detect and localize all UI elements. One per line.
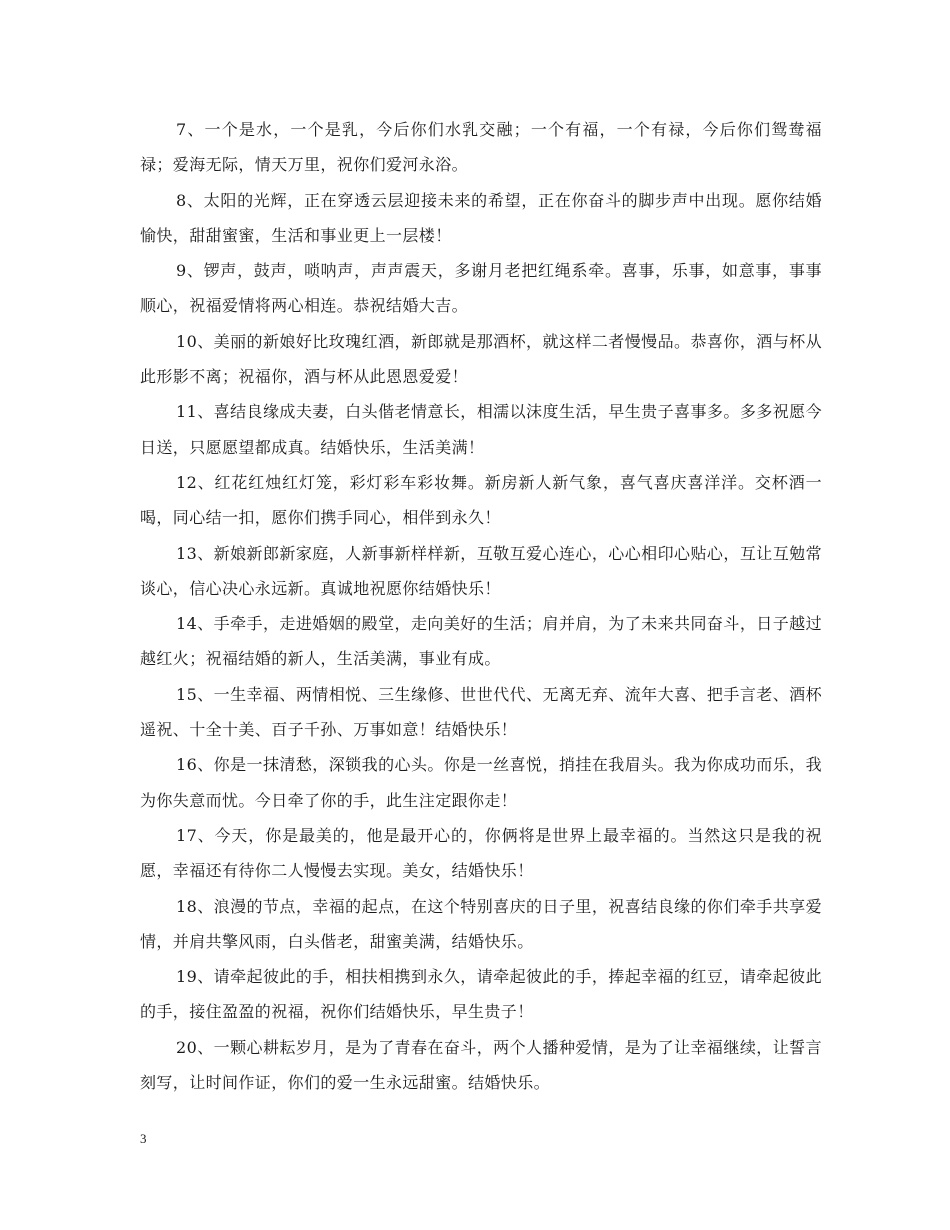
paragraph-8: 8、太阳的光辉，正在穿透云层迎接未来的希望，正在你奋斗的脚步声中出现。愿你结婚愉快，甜甜蜜蜜，生活和事业更上一层楼！ — [140, 190, 822, 245]
paragraph-12: 12、红花红烛红灯笼，彩灯彩车彩妆舞。新房新人新气象，喜气喜庆喜洋洋。交杯酒一喝，同心结一扣，愿你们携手同心，相伴到永久！ — [140, 472, 822, 528]
document-body — [140, 112, 822, 1100]
paragraph-17: 17、今天，你是最美的，他是最开心的，你俩将是世界上最幸福的。当然这只是我的祝愿，幸福还有待你二人慢慢去实现。美女，结婚快乐！ — [140, 825, 822, 881]
paragraph-18: 18、浪漫的节点，幸福的起点，在这个特别喜庆的日子里，祝喜结良缘的你们牵手共享爱情，并肩共擎风雨，白头偕老，甜蜜美满，结婚快乐。 — [140, 896, 822, 951]
page-number: 3 — [140, 1131, 147, 1146]
paragraph-11: 11、喜结良缘成夫妻，白头偕老情意长，相濡以沫度生活，早生贵子喜事多。多多祝愿今日送，只愿愿望都成真。结婚快乐，生活美满！ — [140, 402, 822, 457]
paragraph-9: 9、锣声，鼓声，唢呐声，声声震天，多谢月老把红绳系牵。喜事，乐事，如意事，事事顺心，祝福爱情将两心相连。恭祝结婚大吉。 — [140, 261, 822, 316]
paragraph-19: 19、请牵起彼此的手，相扶相携到永久，请牵起彼此的手，捧起幸福的红豆，请牵起彼此的手，接住盈盈的祝福，祝你们结婚快乐，早生贵子！ — [140, 967, 822, 1022]
paragraph-14: 14、手牵手，走进婚姻的殿堂，走向美好的生活；肩并肩，为了未来共同奋斗，日子越过越红火；祝福结婚的新人，生活美满，事业有成。 — [140, 614, 822, 669]
paragraph-10: 10、美丽的新娘好比玫瑰红酒，新郎就是那酒杯，就这样二者慢慢品。恭喜你，酒与杯从此形影不离；祝福你，酒与杯从此恩恩爱爱！ — [140, 331, 822, 387]
paragraph-15: 15、一生幸福、两情相悦、三生缘修、世世代代、无离无弃、流年大喜、把手言老、酒杯遥祝、十全十美、百子千孙、万事如意！结婚快乐！ — [140, 684, 822, 740]
paragraph-16: 16、你是一抹清愁，深锁我的心头。你是一丝喜悦，捎挂在我眉头。我为你成功而乐，我为你失意而忧。今日牵了你的手，此生注定跟你走！ — [140, 755, 822, 810]
paragraph-7: 7、一个是水，一个是乳，今后你们水乳交融；一个有福，一个有禄，今后你们鸳鸯福禄；爱海无际，情天万里，祝你们爱河永浴。 — [140, 120, 822, 175]
paragraph-20: 20、一颗心耕耘岁月，是为了青春在奋斗，两个人播种爱情，是为了让幸福继续，让誓言刻写，让时间作证，你们的爱一生永远甜蜜。结婚快乐。 — [140, 1037, 822, 1093]
paragraph-13: 13、新娘新郎新家庭，人新事新样样新，互敬互爱心连心，心心相印心贴心，互让互勉常谈心，信心决心永远新。真诚地祝愿你结婚快乐！ — [140, 543, 822, 598]
